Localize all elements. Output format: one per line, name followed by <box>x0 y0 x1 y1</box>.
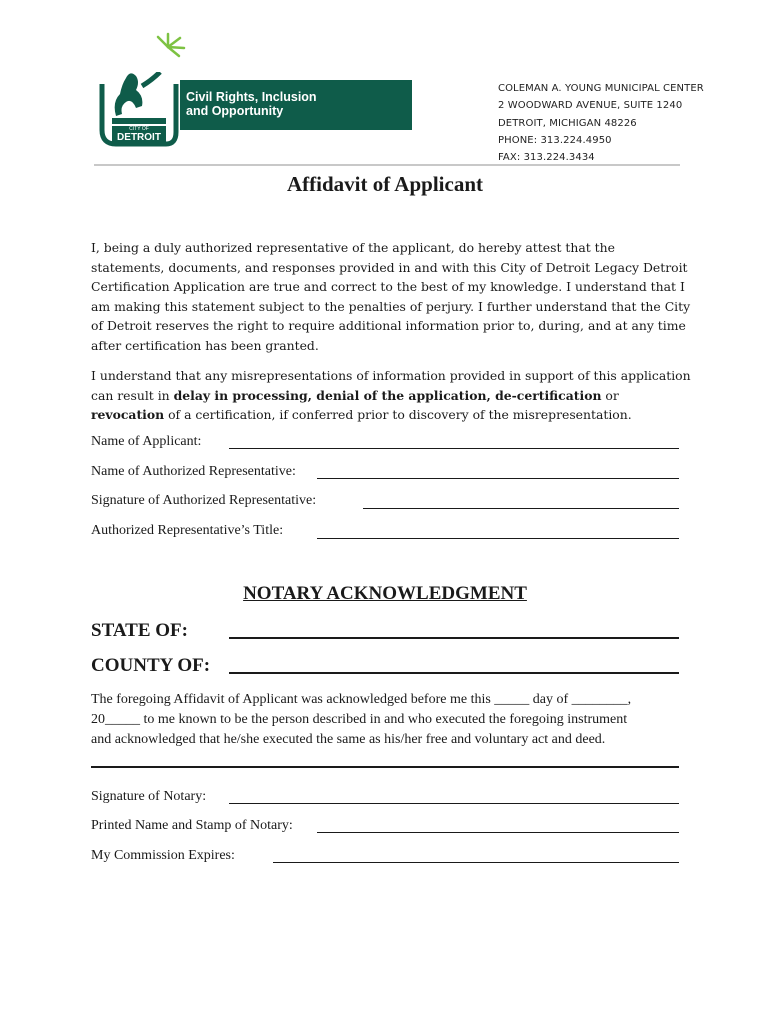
header-divider <box>94 164 680 166</box>
address-line3: DETROIT, MICHIGAN 48226 <box>498 117 637 129</box>
rep-name-field[interactable] <box>317 478 679 479</box>
spirit-of-detroit-badge <box>96 72 182 150</box>
applicant-name-field[interactable] <box>229 448 679 449</box>
misrepresentation-paragraph: I understand that any misrepresentations of information provided in support of this application can result in delay in processing, denial of the application, de-certification or revocation of a certification, if conferred prior to discovery of the misrepresentation. <box>91 368 691 422</box>
address-line1: COLEMAN A. YOUNG MUNICIPAL CENTER <box>498 83 704 94</box>
state-field[interactable] <box>229 637 679 639</box>
state-label: STATE OF: <box>91 620 188 641</box>
notary-statement-line3: and acknowledged that he/she executed the same as his/her free and voluntary act and deed. <box>91 732 606 747</box>
notary-heading: NOTARY ACKNOWLEDGMENT <box>243 583 527 604</box>
rep-name-label: Name of Authorized Representative: <box>91 464 296 479</box>
county-label: COUNTY OF: <box>91 655 211 676</box>
applicant-name-label: Name of Applicant: <box>91 434 202 449</box>
rep-signature-label: Signature of Authorized Representative: <box>91 493 317 508</box>
address-line2: 2 WOODWARD AVENUE, SUITE 1240 <box>498 100 683 112</box>
notary-statement <box>91 690 691 750</box>
address-line5: FAX: 313.224.3434 <box>498 152 595 164</box>
commission-expires-field[interactable] <box>273 862 679 863</box>
department-banner <box>180 80 412 130</box>
notary-signature-divider <box>91 766 679 768</box>
dept-line2: and Opportunity <box>186 104 284 118</box>
rep-title-label: Authorized Representative’s Title: <box>91 523 284 538</box>
rep-signature-field[interactable] <box>363 508 679 509</box>
city-of-text: CITY OF <box>129 126 149 132</box>
sparkle-icon <box>148 32 188 62</box>
notary-statement-line1: The foregoing Affidavit of Applicant was acknowledged before me this _____ day of ________, <box>91 692 632 707</box>
notary-signature-field[interactable] <box>229 803 679 804</box>
commission-expires-label: My Commission Expires: <box>91 848 235 863</box>
county-field[interactable] <box>229 672 679 674</box>
address-block <box>498 80 704 166</box>
notary-printed-name-label: Printed Name and Stamp of Notary: <box>91 818 293 833</box>
dept-line1: Civil Rights, Inclusion <box>186 90 317 104</box>
department-logo <box>84 32 334 154</box>
notary-printed-name-field[interactable] <box>317 832 679 833</box>
page-title: Affidavit of Applicant <box>286 172 483 196</box>
attestation-paragraph: I, being a duly authorized representative of the applicant, do hereby attest that the statements, documents, and responses provided in and with this City of Detroit Legacy Detroit Certification Application are true and correct to the best of my knowledge. I understand that I am making this statement subject to the penalties of perjury. I further understand that the City of Detroit reserves the right to require additional information prior to, during, and at any time after certification has been granted. <box>91 240 691 353</box>
rep-title-field[interactable] <box>317 538 679 539</box>
notary-statement-line2: 20_____ to me known to be the person described in and who executed the foregoing instrument <box>91 712 628 727</box>
notary-signature-label: Signature of Notary: <box>91 789 207 804</box>
detroit-text: DETROIT <box>117 132 161 143</box>
address-line4: PHONE: 313.224.4950 <box>498 134 612 146</box>
